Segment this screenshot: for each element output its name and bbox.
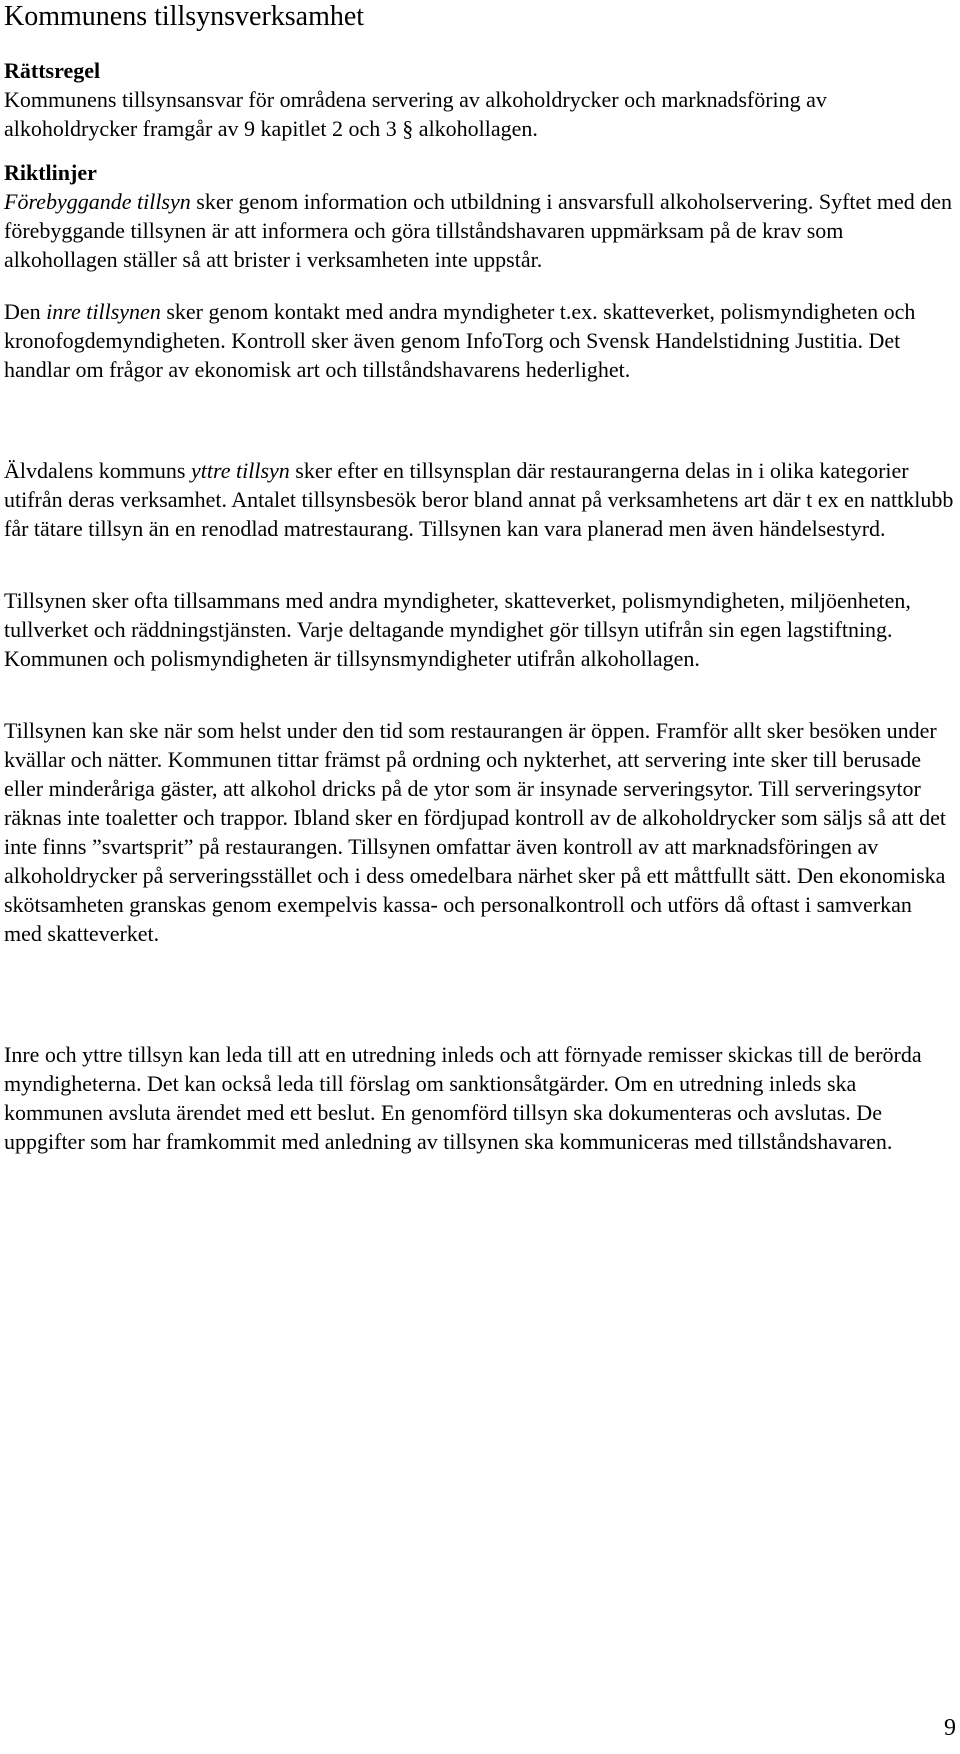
term-forebyggande-tillsyn: Förebyggande tillsyn <box>4 189 191 214</box>
text-inre-prefix: Den <box>4 299 47 324</box>
section-oppettider <box>4 716 954 948</box>
text-yttre: sker efter en tillsynsplan där restaurangerna delas in i olika kategorier utifrån deras verksamhet. Antalet tillsynsbesök beror bland annat på verksamhetens art där t ex en nattklubb får tätare tillsyn än en renodlad matrestaurang. Tillsynen kan vara planerad men även händelsestyrd. <box>4 458 954 541</box>
heading-rattsregel: Rättsregel <box>4 58 101 83</box>
section-tillsammans <box>4 586 954 673</box>
paragraph-inre-tillsyn <box>4 297 954 384</box>
paragraph-yttre-tillsyn <box>4 456 954 543</box>
section-inre-tillsyn <box>4 297 954 384</box>
paragraph-forebyggande <box>4 187 954 274</box>
paragraph-utredning: Inre och yttre tillsyn kan leda till att en utredning inleds och att förnyade remisser skickas till de berörda myndigheterna. Det kan också leda till förslag om sanktionsåtgärder. Om en utredning inleds ska kommunen avsluta ärendet med ett beslut. En genomförd tillsyn ska dokumenteras och avslutas. De uppgifter som har framkommit med anledning av tillsynen ska kommuniceras med tillståndshavaren. <box>4 1042 922 1154</box>
section-rattsregel <box>4 57 954 143</box>
paragraph-oppettider: Tillsynen kan ske när som helst under den tid som restaurangen är öppen. Framför allt sker besöken under kvällar och nätter. Kommunen tittar främst på ordning och nykterhet, att servering inte sker till berusade eller minderåriga gäster, att alkohol dricks på de ytor som är insynade serveringsytor. Till serveringsytor räknas inte toaletter och trappor. Ibland sker en fördjupad kontroll av de alkoholdrycker som säljs så att det inte finns ”svartsprit” på restaurangen. Tillsynen omfattar även kontroll av att marknadsföringen av alkoholdrycker på serveringsstället och i dess omedelbara närhet sker på ett måttfullt sätt. Den ekonomiska skötsamheten granskas genom exempelvis kassa- och personalkontroll och utförs då oftast i samverkan med skatteverket. <box>4 718 947 946</box>
document-page <box>4 0 954 1154</box>
text-inre: sker genom kontakt med andra myndigheter t.ex. skatteverket, polismyndigheten och kronofogdemyndigheten. Kontroll sker även genom InfoTorg och Svensk Handelstidning Justitia. Det handlar om frågor av ekonomisk art och tillståndshavarens hederlighet. <box>4 299 916 382</box>
text-yttre-prefix: Älvdalens kommuns <box>4 458 191 483</box>
page-title: Kommunens tillsynsverksamhet <box>4 1 365 32</box>
section-utredning <box>4 1040 954 1156</box>
term-yttre-tillsyn: yttre tillsyn <box>191 458 290 483</box>
paragraph-rattsregel: Kommunens tillsynsansvar för områdena servering av alkoholdrycker och marknadsföring av alkoholdrycker framgår av 9 kapitlet 2 och 3 § alkohollagen. <box>4 87 827 141</box>
text-forebyggande: sker genom information och utbildning i ansvarsfull alkoholservering. Syftet med den förebyggande tillsynen är att informera och göra tillståndshavaren uppmärksam på de krav som alkohollagen ställer så att brister i verksamheten inte uppstår. <box>4 189 953 272</box>
page-number: 9 <box>944 1715 956 1741</box>
paragraph-tillsammans: Tillsynen sker ofta tillsammans med andra myndigheter, skatteverket, polismyndigheten, miljöenheten, tullverket och räddningstjänsten. Varje deltagande myndighet gör tillsyn utifrån sin egen lagstiftning. Kommunen och polismyndigheten är tillsynsmyndigheter utifrån alkohollagen. <box>4 588 911 671</box>
term-inre-tillsynen: inre tillsynen <box>46 299 161 324</box>
section-riktlinjer <box>4 159 954 274</box>
heading-riktlinjer: Riktlinjer <box>4 160 97 185</box>
section-yttre-tillsyn <box>4 456 954 543</box>
